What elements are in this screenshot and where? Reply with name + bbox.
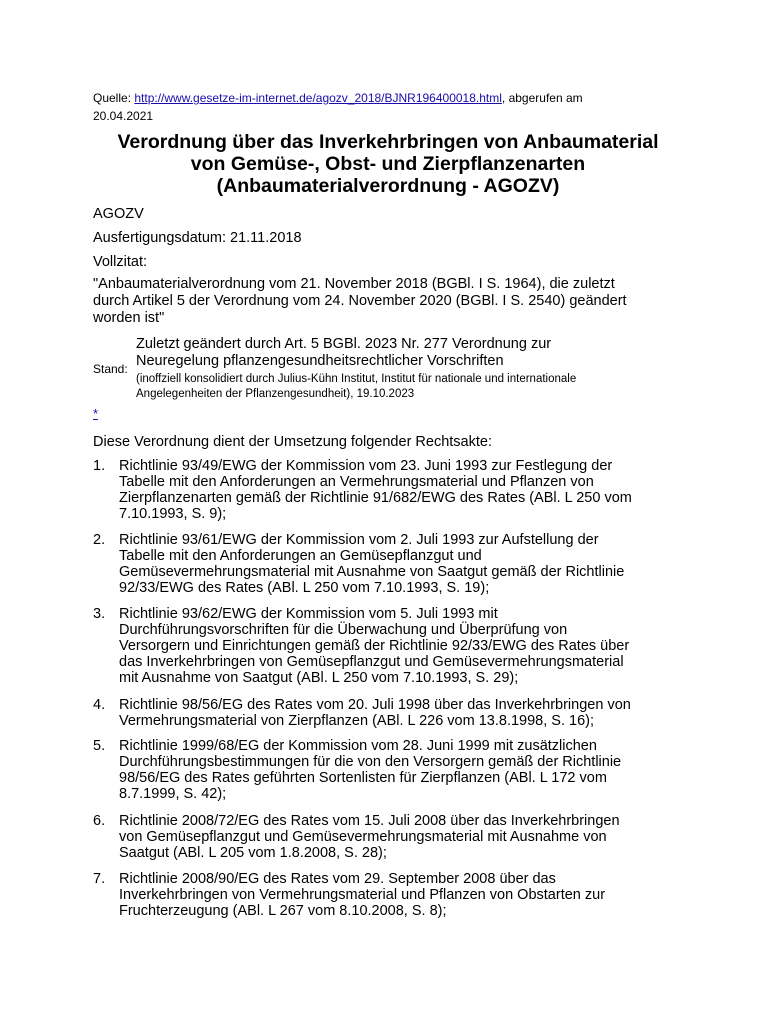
list-item-text	[119, 532, 683, 596]
vollzitat-line: "Anbaumaterialverordnung vom 21. November 2018 (BGBl. I S. 1964), die zuletzt	[93, 276, 615, 292]
source-suffix: , abgerufen am	[501, 91, 583, 105]
list-number: 7.	[93, 871, 106, 887]
list-item-line: das Inverkehrbringen von Gemüsepflanzgut und Gemüsevermehrungsmaterial	[119, 654, 624, 670]
list-item-line: Tabelle mit den Anforderungen an Gemüsepflanzgut und	[119, 548, 482, 564]
source-link[interactable]: http://www.gesetze-im-internet.de/agozv_2018/BJNR196400018.html	[134, 91, 502, 105]
vollzitat-label: Vollzitat:	[93, 254, 147, 270]
list-number: 1.	[93, 458, 106, 474]
list-item-line: Gemüsevermehrungsmaterial mit Ausnahme von Saatgut gemäß der Richtlinie	[119, 564, 625, 580]
list-number: 2.	[93, 532, 106, 548]
footnote-link[interactable]: *	[93, 406, 99, 421]
list-item-line: 7.10.1993, S. 9);	[119, 506, 227, 522]
list-item-line: Richtlinie 98/56/EG des Rates vom 20. Juli 1998 über das Inverkehrbringen von	[119, 697, 631, 713]
list-item-line: Vermehrungsmaterial von Zierpflanzen (ABl. L 226 vom 13.8.1998, S. 16);	[119, 713, 594, 729]
list-item-line: von Gemüsepflanzgut und Gemüsevermehrungsmaterial mit Ausnahme von	[119, 829, 607, 845]
list-item-line: 8.7.1999, S. 42);	[119, 786, 227, 802]
list-item-line: mit Ausnahme von Saatgut (ABl. L 250 vom 7.10.1993, S. 29);	[119, 670, 519, 686]
list-item-line: Durchführungsvorschriften für die Überwachung und Überprüfung von	[119, 622, 568, 638]
list-number: 5.	[93, 738, 106, 754]
list-item-line: Saatgut (ABl. L 205 vom 1.8.2008, S. 28);	[119, 845, 387, 861]
list-item-line: Inverkehrbringen von Vermehrungsmaterial und Pflanzen von Obstarten zur	[119, 887, 606, 903]
vollzitat-line: durch Artikel 5 der Verordnung vom 24. November 2020 (BGBl. I S. 2540) geändert	[93, 293, 627, 309]
list-item-text	[119, 458, 683, 522]
list-item-line: Richtlinie 1999/68/EG der Kommission vom 28. Juni 1999 mit zusätzlichen	[119, 738, 597, 754]
stand-label: Stand:	[93, 362, 128, 376]
source-note	[93, 89, 683, 125]
stand-text	[136, 336, 551, 370]
list-item-line: Richtlinie 2008/90/EG des Rates vom 29. September 2008 über das	[119, 871, 556, 887]
stand-note	[136, 372, 576, 402]
list-item-line: Versorgern und Einrichtungen gemäß der Richtlinie 92/33/EWG des Rates über	[119, 638, 630, 654]
abbreviation: AGOZV	[93, 206, 144, 222]
list-item-line: Richtlinie 2008/72/EG des Rates vom 15. Juli 2008 über das Inverkehrbringen	[119, 813, 620, 829]
list-item-line: Richtlinie 93/62/EWG der Kommission vom 5. Juli 1993 mit	[119, 606, 498, 622]
title-line: Verordnung über das Inverkehrbringen von Anbaumaterial	[117, 131, 659, 153]
list-item-line: Zierpflanzenarten gemäß der Richtlinie 91/682/EWG des Rates (ABl. L 250 vom	[119, 490, 632, 506]
list-item-line: Fruchterzeugung (ABl. L 267 vom 8.10.2008, S. 8);	[119, 903, 447, 919]
intro-text: Diese Verordnung dient der Umsetzung folgender Rechtsakte:	[93, 434, 492, 450]
stand-note-line: (inoffziell konsolidiert durch Julius-Kühn Institut, Institut für nationale und internationale	[136, 373, 577, 385]
stand-line: Neuregelung pflanzengesundheitsrechtlicher Vorschriften	[136, 353, 504, 369]
list-item-text	[119, 738, 683, 802]
list-number: 6.	[93, 813, 106, 829]
source-date: 20.04.2021	[93, 109, 154, 123]
vollzitat-text	[93, 276, 683, 327]
list-item-text	[119, 606, 683, 686]
list-item-text	[119, 697, 683, 729]
list-item-line: Tabelle mit den Anforderungen an Vermehrungsmaterial und Pflanzen von	[119, 474, 594, 490]
list-item-line: Durchführungsbestimmungen für die von den Versorgern gemäß der Richtlinie	[119, 754, 622, 770]
title-line: von Gemüse-, Obst- und Zierpflanzenarten	[190, 153, 586, 175]
ausfertigungsdatum: Ausfertigungsdatum: 21.11.2018	[93, 230, 302, 246]
list-item-text	[119, 871, 683, 919]
stand-line: Zuletzt geändert durch Art. 5 BGBl. 2023 Nr. 277 Verordnung zur	[136, 336, 552, 352]
list-item-line: 92/33/EWG des Rates (ABl. L 250 vom 7.10.1993, S. 19);	[119, 580, 490, 596]
list-item-line: 98/56/EG des Rates geführten Sortenlisten für Zierpflanzen (ABl. L 172 vom	[119, 770, 607, 786]
source-prefix: Quelle:	[93, 91, 135, 105]
title-line: (Anbaumaterialverordnung - AGOZV)	[216, 175, 560, 197]
vollzitat-line: worden ist"	[93, 310, 165, 326]
list-number: 4.	[93, 697, 106, 713]
list-item-line: Richtlinie 93/49/EWG der Kommission vom 23. Juni 1993 zur Festlegung der	[119, 458, 613, 474]
list-number: 3.	[93, 606, 106, 622]
stand-note-line: Angelegenheiten der Pflanzengesundheit), 19.10.2023	[136, 388, 415, 400]
list-item-line: Richtlinie 93/61/EWG der Kommission vom 2. Juli 1993 zur Aufstellung der	[119, 532, 599, 548]
page-title	[93, 131, 683, 197]
list-item-text	[119, 813, 683, 861]
